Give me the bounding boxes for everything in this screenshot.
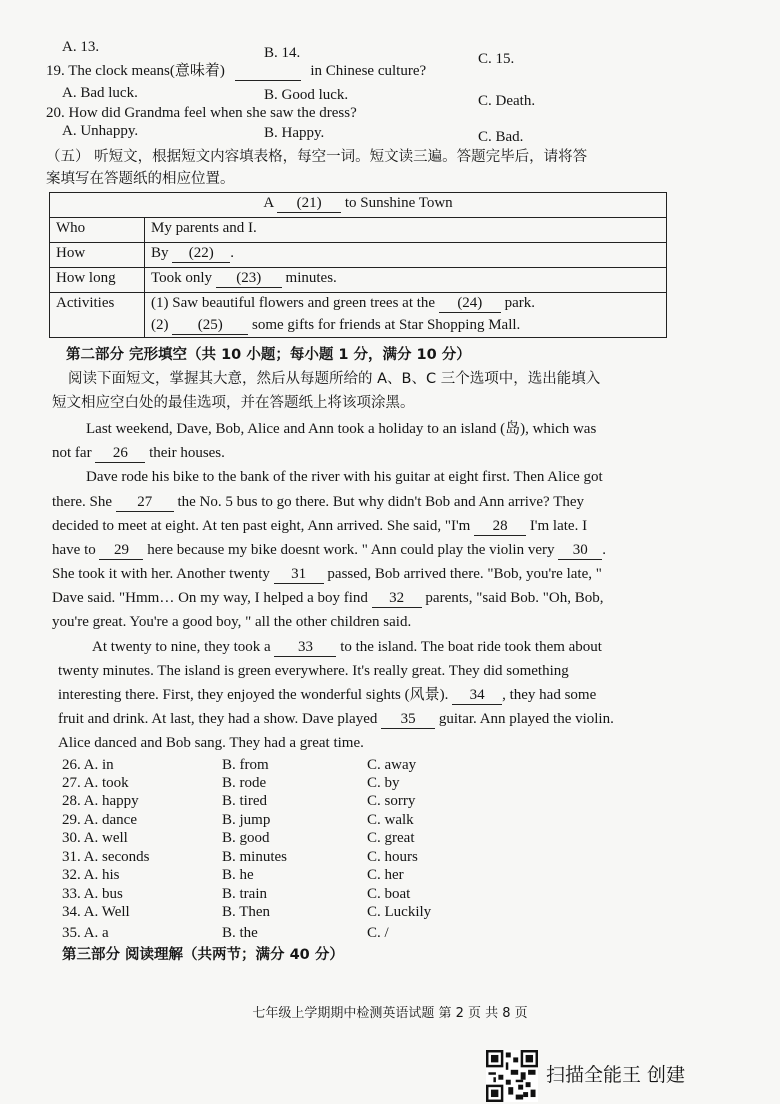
table-key-who: Who [50,218,145,243]
p3a-pre: At twenty to nine, they took a [92,639,271,655]
table-val-activities [145,293,667,338]
option-a: 32. A. his [62,867,120,883]
how-long-pre: Took only [151,270,213,286]
p1b-post: their houses. [149,445,225,461]
passage-line-9: you're great. You're a good boy, " all the other children said. [52,614,412,630]
blank-26: 26 [95,444,145,463]
q20-option-c: C. Bad. [478,129,524,145]
option-b: B. the [222,925,258,941]
p3c-pre: interesting there. First, they enjoyed the wonderful sights (风景). [58,687,449,703]
p1b-pre: not far [52,445,92,461]
q18-option-c: C. 15. [478,51,515,67]
q18-option-b: B. 14. [264,45,301,61]
option-c: C. her [367,867,404,883]
section5-instruction-2: 案填写在答题纸的相应位置。 [46,171,235,187]
p3d-post: guitar. Ann played the violin. [438,711,614,727]
blank-35: 35 [381,710,435,729]
p2d-post: . [602,542,607,558]
passage-line-8 [52,589,604,608]
option-c: C. by [367,775,400,791]
q20-option-b: B. Happy. [264,125,325,141]
option-c: C. sorry [367,793,416,809]
p2b-pre: there. She [52,494,112,510]
blank-23: (23) [216,270,282,288]
part3-heading: 第三部分 阅读理解（共两节；满分 40 分） [62,947,344,963]
page-footer: 七年级上学期期中检测英语试题 第 2 页 共 8 页 [252,1006,528,1021]
q20-option-a: A. Unhappy. [62,123,139,139]
option-a: 29. A. dance [62,812,137,828]
option-c: C. boat [367,886,411,902]
how-post: . [230,245,235,261]
section5-instruction-1: （五） 听短文，根据短文内容填表格，每空一词。短文读三遍。答题完毕后，请将答 [46,149,588,165]
how-long-post: minutes. [285,270,337,286]
scanner-watermark: 扫描全能王 创建 [546,1064,686,1086]
option-b: B. he [222,867,254,883]
q19-option-c: C. Death. [478,93,536,109]
blank-22: (22) [172,245,230,263]
q19-stem-line [46,62,426,81]
qr-code-icon [486,1050,538,1102]
blank-25: (25) [172,317,248,335]
q19-tail: in Chinese culture? [310,63,427,79]
table-title-pre: A [263,195,274,211]
option-a: 34. A. Well [62,904,130,920]
blank-24: (24) [439,295,501,313]
option-a: 28. A. happy [62,793,139,809]
blank-34: 34 [452,686,502,705]
p2e-pre: She took it with her. Another twenty [52,566,270,582]
option-c: C. walk [367,812,414,828]
option-a: 26. A. in [62,757,114,773]
table-key-how-long: How long [50,268,145,293]
activity-1-pre: (1) Saw beautiful flowers and green trees at the [151,295,436,311]
table-title-post: to Sunshine Town [344,195,453,211]
table-val-how-long [145,268,667,293]
table-val-who: My parents and I. [145,218,667,243]
q19-blank [235,62,301,81]
passage-line-13 [58,710,614,729]
option-c: C. great [367,830,415,846]
option-a: 27. A. took [62,775,129,791]
q18-option-a: A. 13. [62,39,100,55]
option-a: 31. A. seconds [62,849,150,865]
table-key-how: How [50,243,145,268]
option-b: B. tired [222,793,267,809]
table-title [50,193,667,218]
option-c: C. hours [367,849,418,865]
passage-line-11: twenty minutes. The island is green everywhere. It's really great. They did something [58,663,569,679]
passage-line-12 [58,686,596,705]
option-a: 33. A. bus [62,886,123,902]
option-b: B. Then [222,904,271,920]
p2c-post: I'm late. I [529,518,588,534]
q19-option-b: B. Good luck. [264,87,349,103]
p2c-pre: decided to meet at eight. At ten past eight, Ann arrived. She said, "I'm [52,518,471,534]
how-pre: By [151,245,169,261]
blank-29: 29 [99,541,143,560]
listening-table [49,192,667,338]
option-b: B. minutes [222,849,288,865]
option-c: C. away [367,757,417,773]
blank-33: 33 [274,638,336,657]
part2-instruction-1: 阅读下面短文，掌握其大意，然后从每题所给的 A、B、C 三个选项中，选出能填入 [68,371,601,387]
p2d-pre: have to [52,542,96,558]
p3a-post: to the island. The boat ride took them about [340,639,602,655]
q19-stem: 19. The clock means(意味着) [46,63,225,79]
blank-30: 30 [558,541,602,560]
blank-32: 32 [372,589,422,608]
blank-28: 28 [474,517,526,536]
activity-2 [151,317,660,335]
option-b: B. from [222,757,269,773]
passage-line-5 [52,517,587,536]
table-val-how [145,243,667,268]
activity-1 [151,295,660,313]
blank-27: 27 [116,493,174,512]
table-key-activities: Activities [50,293,145,338]
option-b: B. train [222,886,267,902]
passage-line-14: Alice danced and Bob sang. They had a great time. [58,735,364,751]
p2f-pre: Dave said. "Hmm… On my way, I helped a boy find [52,590,368,606]
passage-line-3: Dave rode his bike to the bank of the river with his guitar at eight first. Then Alice got [86,469,603,485]
part2-heading: 第二部分 完形填空（共 10 小题；每小题 1 分，满分 10 分） [66,347,471,363]
option-b: B. good [222,830,270,846]
blank-31: 31 [274,565,324,584]
activity-2-pre: (2) [151,317,169,333]
passage-line-10 [92,638,602,657]
part2-instruction-2: 短文相应空白处的最佳选项，并在答题纸上将该项涂黑。 [52,395,415,411]
option-c: C. / [367,925,389,941]
p2d-mid: here because my bike doesnt work. " Ann could play the violin very [147,542,555,558]
passage-line-4 [52,493,584,512]
p2b-post: the No. 5 bus to go there. But why didn't Bob and Ann arrive? They [177,494,585,510]
option-a: 35. A. a [62,925,109,941]
p2f-post: parents, "said Bob. "Oh, Bob, [425,590,604,606]
option-b: B. rode [222,775,267,791]
option-c: C. Luckily [367,904,432,920]
p3c-post: , they had some [502,687,597,703]
option-b: B. jump [222,812,271,828]
passage-line-6 [52,541,606,560]
passage-line-1: Last weekend, Dave, Bob, Alice and Ann took a holiday to an island (岛), which was [86,421,597,437]
p3d-pre: fruit and drink. At last, they had a show. Dave played [58,711,378,727]
q19-option-a: A. Bad luck. [62,85,138,101]
q20-stem: 20. How did Grandma feel when she saw the dress? [46,105,357,121]
activity-2-post: some gifts for friends at Star Shopping Mall. [252,317,521,333]
passage-line-7 [52,565,602,584]
activity-1-post: park. [504,295,535,311]
blank-21: (21) [277,195,341,213]
passage-line-2 [52,444,225,463]
option-a: 30. A. well [62,830,128,846]
p2e-post: passed, Bob arrived there. "Bob, you're late, " [327,566,602,582]
